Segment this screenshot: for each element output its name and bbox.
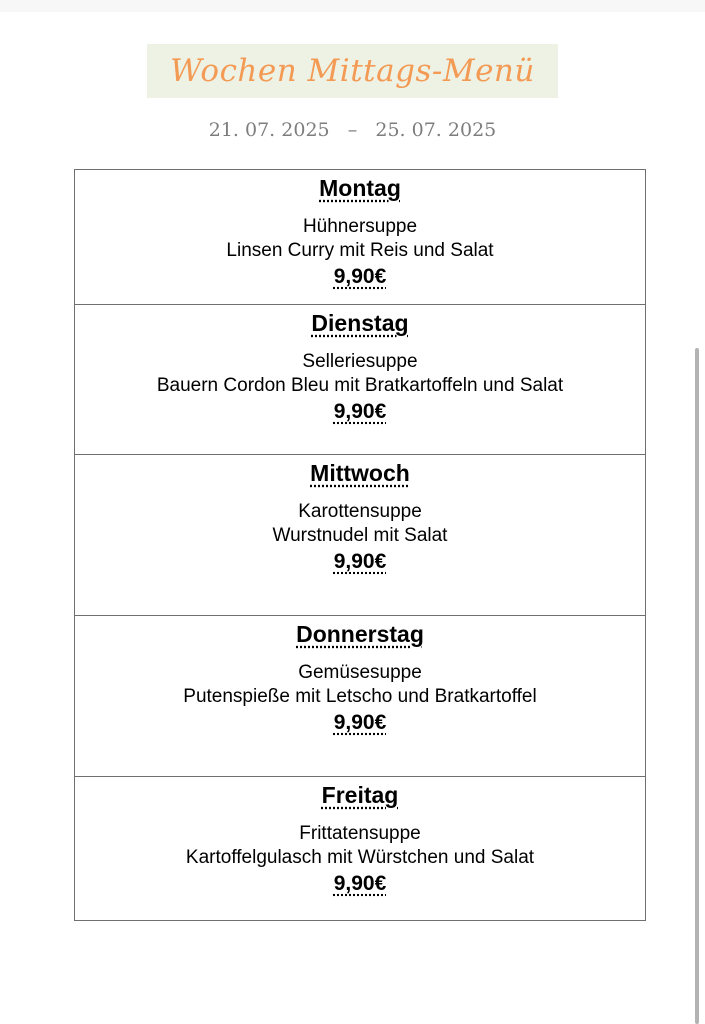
- soup-of-day: Hühnersuppe: [302, 216, 418, 237]
- soup-of-day: Gemüsesuppe: [298, 662, 422, 683]
- vertical-scrollbar[interactable]: [695, 348, 699, 1024]
- menu-table: [74, 169, 646, 921]
- day-row-freitag: [75, 777, 645, 920]
- price: 9,90€: [333, 550, 387, 573]
- price: 9,90€: [333, 711, 387, 734]
- day-row-dienstag: [75, 305, 645, 455]
- price: 9,90€: [333, 400, 387, 423]
- main-dish: Wurstnudel mit Salat: [272, 525, 448, 546]
- date-range: [0, 119, 705, 141]
- day-row-montag: [75, 170, 645, 305]
- day-name: Mittwoch: [310, 460, 410, 486]
- date-start: 21. 07. 2025: [208, 119, 330, 141]
- date-end: 25. 07. 2025: [375, 119, 497, 141]
- main-dish: Bauern Cordon Bleu mit Bratkartoffeln und Salat: [156, 375, 564, 396]
- day-row-donnerstag: [75, 616, 645, 777]
- page-title: Wochen Mittags-Menü: [170, 53, 535, 89]
- soup-of-day: Karottensuppe: [298, 501, 422, 522]
- day-name: Freitag: [321, 782, 399, 808]
- main-dish: Kartoffelgulasch mit Würstchen und Salat: [185, 847, 535, 868]
- main-dish: Linsen Curry mit Reis und Salat: [226, 240, 494, 261]
- day-name: Montag: [319, 175, 401, 201]
- price: 9,90€: [333, 872, 387, 895]
- day-row-mittwoch: [75, 455, 645, 616]
- soup-of-day: Frittatensuppe: [299, 823, 421, 844]
- title-banner: [147, 44, 558, 98]
- main-dish: Putenspieße mit Letscho und Bratkartoffel: [183, 686, 537, 707]
- top-bar: [0, 0, 705, 12]
- date-separator: –: [347, 119, 358, 141]
- soup-of-day: Selleriesuppe: [302, 351, 418, 372]
- price: 9,90€: [333, 265, 387, 288]
- day-name: Donnerstag: [296, 621, 424, 647]
- day-name: Dienstag: [311, 310, 409, 336]
